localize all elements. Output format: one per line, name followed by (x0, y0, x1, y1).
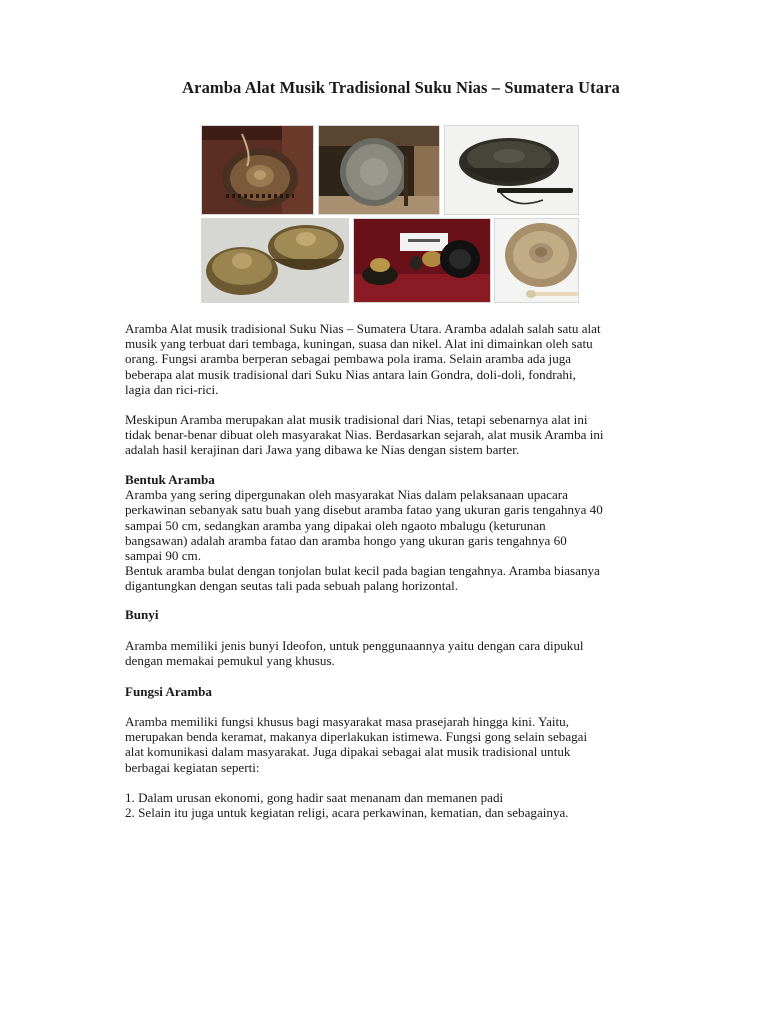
text-line: bangsawan) adalah aramba fatao dan aramba hongo yang ukuran garis tengahnya 60 (125, 532, 567, 548)
text-line: Aramba Alat musik tradisional Suku Nias – Sumatera Utara. Aramba adalah salah satu alat (125, 321, 601, 336)
aramba-hanging-photo (201, 125, 314, 215)
list-item: 2. Selain itu juga untuk kegiatan religi, acara perkawinan, kematian, dan sebagainya. (125, 805, 569, 821)
text-line: Meskipun Aramba merupakan alat musik tradisional dari Nias, tetapi sebenarnya alat ini (125, 412, 588, 427)
text-line: orang. Fungsi aramba berperan sebagai pembawa pola irama. Selain aramba ada juga (125, 351, 572, 367)
two-bronze-gongs-photo (201, 218, 349, 303)
bronze-gong-with-mallet-photo (494, 218, 579, 303)
bunyi-section (125, 607, 685, 622)
text-line: Aramba memiliki fungsi khusus bagi masyarakat masa prasejarah hingga kini. Yaitu, (125, 714, 570, 729)
text-line: merupakan benda keramat, makanya diperlakukan istimewa. Fungsi gong selain sebagai (125, 729, 588, 745)
text-line: beberapa alat musik tradisional dari Suku Nias antara lain Gondra, doli-doli, fondrahi, (125, 366, 576, 382)
text-line: sampai 90 cm. (125, 548, 201, 564)
text-line: alat komunikasi dalam masyarakat. Juga dipakai sebagai alat musik tradisional untuk (125, 744, 571, 760)
text-line: Aramba memiliki jenis bunyi Ideofon, untuk penggunaannya yaitu dengan cara dipukul (125, 638, 584, 653)
page-title: Aramba Alat Musik Tradisional Suku Nias – Sumatera Utara (182, 78, 620, 97)
text-line: musik yang terbuat dari tembaga, kuningan, suasa dan nikel. Alat ini dimainkan oleh satu (125, 336, 593, 352)
text-line: lagia dan rici-rici. (125, 381, 219, 397)
text-line: perkawinan sebanyak satu buah yang disebut aramba fatao yang ukuran garis tengahnya 40 (125, 502, 603, 518)
bunyi-paragraph (125, 638, 685, 668)
fungsi-section (125, 684, 685, 699)
section-heading-bentuk: Bentuk Aramba (125, 472, 215, 487)
gongs-on-red-cloth-photo (353, 218, 491, 303)
text-line: sampai 50 cm, sedangkan aramba yang dipakai oleh ngaoto mbalugu (keturunan (125, 517, 546, 533)
text-line: digantungkan dengan seutas tali pada sebuah palang horizontal. (125, 578, 459, 594)
text-line: berbagai kegiatan seperti: (125, 759, 260, 775)
list-item: 1. Dalam urusan ekonomi, gong hadir saat menanam dan memanen padi (125, 790, 504, 805)
bentuk-section (125, 472, 685, 594)
text-line: tidak benar-benar dibuat oleh masyarakat Nias. Berdasarkan sejarah, alat musik Aramba ini (125, 427, 604, 443)
fungsi-paragraph (125, 714, 685, 775)
section-heading-fungsi: Fungsi Aramba (125, 684, 212, 699)
gong-on-stand-photo (318, 125, 440, 215)
text-line: Bentuk aramba bulat dengan tonjolan bulat kecil pada bagian tengahnya. Aramba biasanya (125, 563, 600, 579)
fungsi-list (125, 790, 685, 820)
text-line: Aramba yang sering dipergunakan oleh masyarakat Nias dalam pelaksanaan upacara (125, 487, 568, 503)
dark-gong-with-stick-photo (444, 125, 579, 215)
section-heading-bunyi: Bunyi (125, 607, 159, 622)
text-line: dengan memakai pemukul yang khusus. (125, 653, 335, 669)
origin-paragraph (125, 412, 685, 458)
text-line: adalah hasil kerajinan dari Jawa yang dibawa ke Nias dengan sistem barter. (125, 442, 520, 458)
intro-paragraph (125, 321, 685, 397)
